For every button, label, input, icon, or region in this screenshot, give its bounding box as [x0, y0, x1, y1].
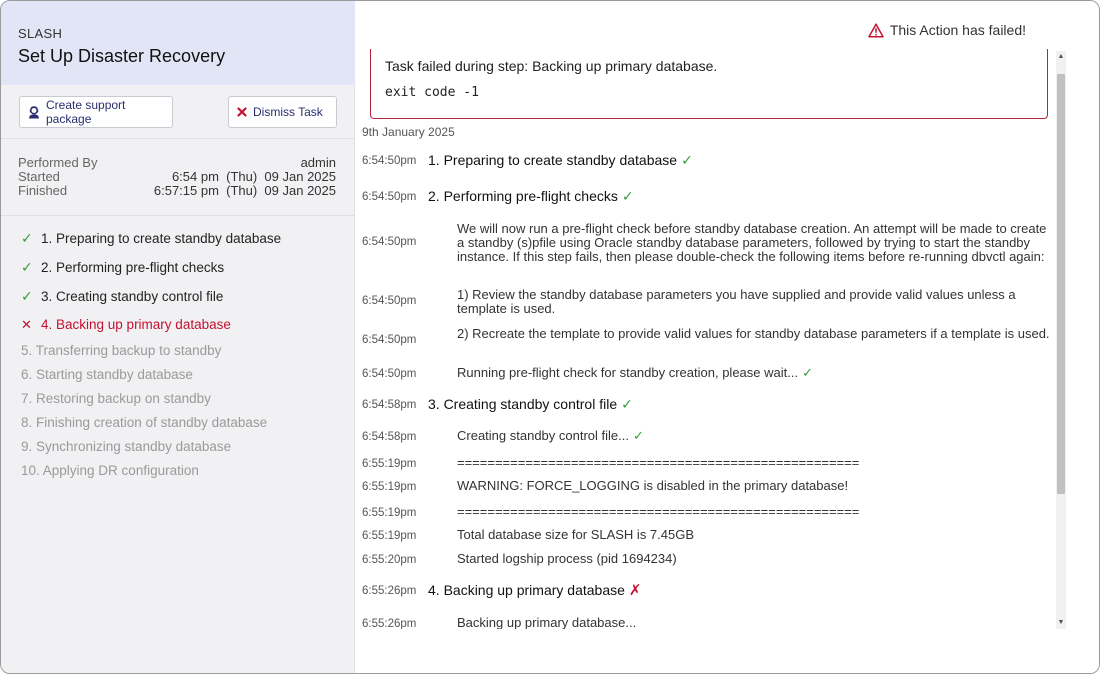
scroll-down-arrow[interactable]: ▼ — [1057, 619, 1065, 626]
step-item — [21, 387, 341, 411]
log-text: 3. Creating standby control file — [428, 396, 618, 412]
log-text: Creating standby control file... — [457, 428, 629, 443]
log-timestamp: 6:55:19pm — [362, 481, 417, 493]
error-message: Task failed during step: Backing up primary database. — [385, 58, 718, 74]
step-item — [21, 435, 341, 459]
check-icon: ✓ — [21, 288, 33, 304]
step-item — [21, 363, 341, 387]
step-label: 8. Finishing creation of standby database — [21, 415, 268, 430]
performed-by-label: Performed By — [18, 155, 98, 170]
log-timestamp: 6:54:50pm — [362, 155, 417, 167]
step-item — [21, 459, 341, 483]
log-text: ===================================================== — [457, 504, 860, 519]
log-text: Started logship process (pid 1694234) — [457, 551, 677, 566]
log-scrollbar[interactable] — [1056, 51, 1066, 629]
check-icon: ✓ — [21, 230, 33, 246]
log-text: We will now run a pre-flight check before standby database creation. An attempt will be made to create a standby (s)pfile using Oracle standby database parameters, followed by trying to start the standby instance. If this step fails, then please double-check the following items before re-running dbvctl again: — [457, 221, 1047, 264]
step-item — [21, 253, 341, 282]
step-item — [21, 411, 341, 435]
scroll-up-arrow[interactable]: ▲ — [1057, 53, 1065, 60]
dismiss-button-label: Dismiss Task — [253, 105, 323, 119]
step-label: 7. Restoring backup on standby — [21, 391, 211, 406]
log-timestamp: 6:54:50pm — [362, 236, 417, 248]
log-timestamp: 6:55:26pm — [362, 618, 417, 629]
divider — [1, 138, 355, 139]
log-timestamp: 6:54:58pm — [362, 399, 417, 411]
step-item — [21, 339, 341, 363]
performed-by-row — [18, 156, 336, 170]
support-button-label: Create support package — [46, 98, 126, 126]
log-message — [457, 552, 1057, 566]
log-text: 2. Performing pre-flight checks — [428, 188, 618, 204]
started-row — [18, 170, 336, 184]
cross-icon: ✗ — [628, 582, 642, 599]
log-message — [457, 616, 1057, 629]
performed-by-value: admin — [300, 155, 336, 170]
scrollbar-thumb[interactable] — [1057, 74, 1065, 494]
check-icon: ✓ — [681, 152, 693, 168]
log-timestamp: 6:55:19pm — [362, 507, 417, 519]
log-timestamp: 6:55:19pm — [362, 530, 417, 542]
error-box — [370, 49, 1048, 119]
task-header — [1, 1, 355, 85]
task-log-panel — [356, 1, 1100, 674]
warning-triangle-icon — [868, 23, 884, 38]
log-message — [457, 456, 1057, 470]
log-step-heading — [428, 397, 1028, 411]
log-text: 1) Review the standby database parameters you have supplied and provide valid values unless a template is used. — [457, 287, 1016, 316]
check-icon: ✓ — [632, 428, 644, 443]
step-label: 10. Applying DR configuration — [21, 463, 199, 478]
log-scroll-area[interactable] — [362, 49, 1068, 629]
finished-value: 6:57:15 pm (Thu) 09 Jan 2025 — [153, 183, 336, 198]
log-text: Backing up primary database... — [457, 615, 637, 629]
log-message — [457, 366, 1057, 380]
log-text: Running pre-flight check for standby creation, please wait... — [457, 365, 799, 380]
task-sidebar — [1, 1, 355, 674]
check-icon: ✓ — [21, 259, 33, 275]
log-message — [457, 327, 1057, 341]
step-label: 6. Starting standby database — [21, 367, 193, 382]
log-timestamp: 6:55:20pm — [362, 554, 417, 566]
log-text: 4. Backing up primary database — [428, 582, 625, 598]
log-message — [457, 505, 1057, 519]
log-step-heading — [428, 153, 1028, 167]
step-label: 5. Transferring backup to standby — [21, 343, 222, 358]
finished-row — [18, 184, 336, 198]
check-icon: ✓ — [621, 396, 633, 412]
log-timestamp: 6:55:19pm — [362, 458, 417, 470]
log-text: 1. Preparing to create standby database — [428, 152, 678, 168]
log-text: WARNING: FORCE_LOGGING is disabled in the primary database! — [457, 478, 849, 493]
step-label: 2. Performing pre-flight checks — [41, 260, 225, 275]
failure-banner-text: This Action has failed! — [889, 22, 1026, 38]
log-timestamp: 6:55:26pm — [362, 585, 417, 597]
check-icon: ✓ — [621, 188, 634, 204]
log-message — [457, 479, 1057, 493]
error-code: exit code -1 — [385, 85, 479, 100]
finished-label: Finished — [18, 183, 68, 198]
log-text: 2) Recreate the template to provide valid values for standby database parameters if a template is used. — [457, 326, 1050, 341]
log-timestamp: 6:54:50pm — [362, 295, 417, 307]
step-label: 1. Preparing to create standby database — [41, 231, 282, 246]
check-icon: ✓ — [802, 365, 813, 380]
log-message — [457, 429, 1057, 443]
step-item — [21, 311, 341, 339]
support-agent-icon — [28, 106, 40, 119]
task-metadata — [18, 156, 336, 198]
create-support-package-button[interactable] — [19, 96, 173, 128]
log-timestamp: 6:54:50pm — [362, 191, 417, 203]
log-date: 9th January 2025 — [362, 125, 455, 139]
app-name: SLASH — [18, 26, 63, 41]
step-label: 3. Creating standby control file — [41, 289, 224, 304]
started-value: 6:54 pm (Thu) 09 Jan 2025 — [171, 169, 336, 184]
log-timestamp: 6:54:50pm — [362, 368, 417, 380]
log-timestamp: 6:54:58pm — [362, 431, 417, 443]
log-step-heading — [428, 583, 1028, 598]
step-item — [21, 224, 341, 253]
step-list — [21, 224, 341, 483]
log-timestamp: 6:54:50pm — [362, 334, 417, 346]
close-icon — [237, 107, 247, 117]
log-message — [457, 222, 1057, 264]
dismiss-task-button[interactable] — [228, 96, 337, 128]
log-message — [457, 288, 1057, 316]
log-text: Total database size for SLASH is 7.45GB — [457, 527, 695, 542]
step-item — [21, 282, 341, 311]
log-message — [457, 528, 1057, 542]
failure-banner — [868, 22, 1026, 38]
divider — [1, 215, 355, 216]
started-label: Started — [18, 169, 60, 184]
log-text: ===================================================== — [457, 455, 860, 470]
task-title: Set Up Disaster Recovery — [18, 46, 226, 66]
log-step-heading — [428, 189, 1028, 203]
step-label: 9. Synchronizing standby database — [21, 439, 232, 454]
cross-icon: ✕ — [21, 317, 32, 332]
step-label: 4. Backing up primary database — [41, 317, 231, 332]
